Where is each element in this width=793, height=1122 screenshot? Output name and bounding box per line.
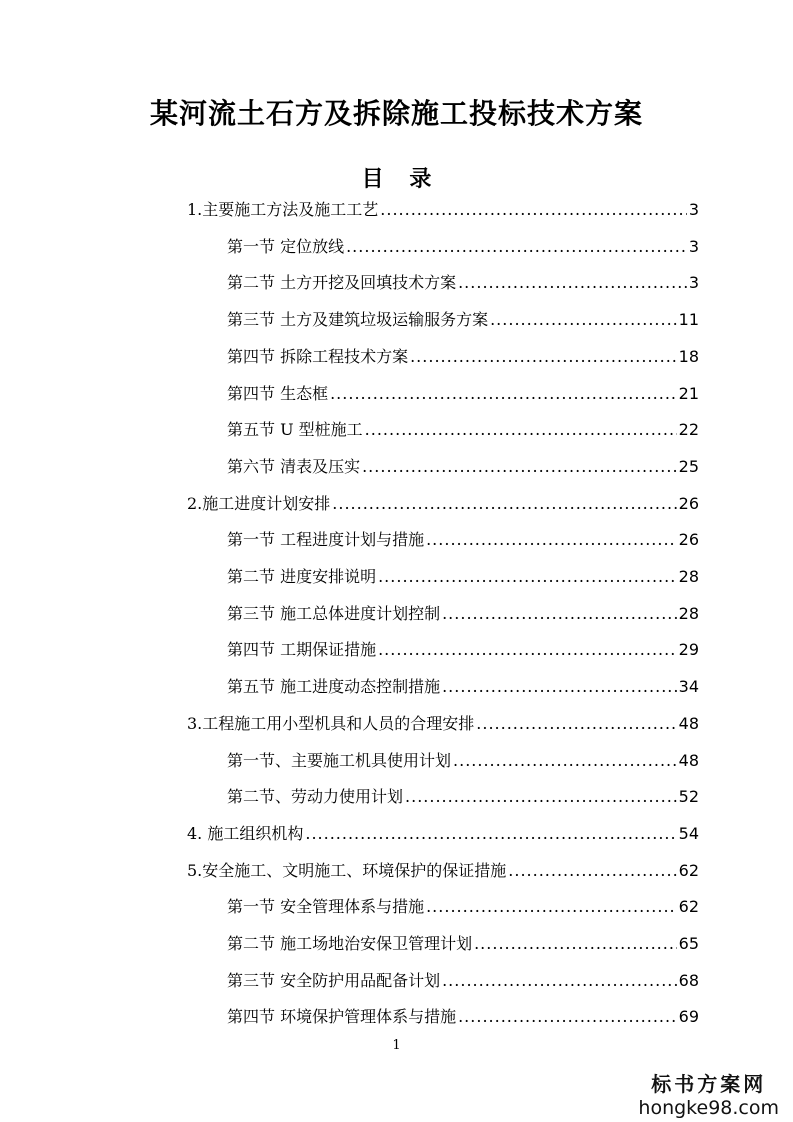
toc-entry[interactable] — [227, 372, 699, 404]
toc-entry-page: 26 — [678, 530, 699, 550]
toc-entry-title: 1.主要施工方法及施工工艺 — [187, 200, 379, 219]
toc-entry[interactable] — [227, 885, 699, 917]
toc-dot-leader — [346, 237, 687, 257]
toc-entry-page: 26 — [678, 493, 699, 513]
toc-entry[interactable] — [187, 849, 699, 881]
toc-entry[interactable] — [227, 445, 699, 477]
toc-heading: 目 录 — [361, 166, 432, 192]
toc-entry-page: 25 — [678, 456, 699, 476]
toc-entry-page: 69 — [678, 1007, 699, 1027]
toc-entry[interactable] — [187, 702, 699, 734]
toc-dot-leader — [476, 714, 676, 734]
toc-entry-page: 48 — [678, 713, 699, 733]
toc-entry-title: 第三节 施工总体进度计划控制 — [227, 603, 441, 623]
toc-entry-title: 第一节 定位放线 — [227, 236, 345, 256]
toc-dot-leader — [305, 824, 676, 844]
toc-entry-title: 第二节、劳动力使用计划 — [227, 787, 404, 807]
toc-entry-page: 48 — [678, 750, 699, 770]
toc-entry-title: 第二节 施工场地治安保卫管理计划 — [227, 934, 473, 953]
toc-entry-page: 68 — [678, 970, 699, 990]
toc-entry-title: 第四节 拆除工程技术方案 — [227, 346, 409, 366]
toc-entry-page: 54 — [678, 823, 699, 843]
toc-entry-title: 第一节 工程进度计划与措施 — [227, 530, 425, 550]
toc-entry-title: 第六节 清表及压实 — [227, 456, 361, 476]
toc-entry-title: 第三节 安全防护用品配备计划 — [227, 970, 441, 990]
toc-entry[interactable] — [227, 408, 699, 440]
toc-dot-leader — [474, 934, 677, 954]
toc-entry-title: 第二节 进度安排说明 — [227, 567, 377, 586]
toc-entry-page: 3 — [688, 200, 699, 219]
watermark-logo — [638, 1068, 779, 1119]
toc-dot-leader — [332, 494, 676, 514]
toc-entry-title: 4. 施工组织机构 — [187, 823, 304, 843]
toc-entry-page: 62 — [678, 860, 699, 880]
toc-entry-page: 11 — [678, 310, 699, 330]
toc-dot-leader — [442, 604, 677, 624]
toc-dot-leader — [442, 971, 677, 991]
toc-entry-title: 第一节 安全管理体系与措施 — [227, 897, 425, 917]
toc-entry[interactable] — [227, 995, 699, 1027]
toc-entry[interactable] — [227, 922, 699, 954]
toc-entry-title: 5.安全施工、文明施工、环境保护的保证措施 — [187, 860, 507, 880]
toc-entry-title: 3.工程施工用小型机具和人员的合理安排 — [187, 713, 475, 733]
toc-entry-title: 第五节 U 型桩施工 — [227, 420, 363, 440]
toc-entry-page: 34 — [678, 677, 699, 697]
toc-entry-page: 3 — [688, 273, 699, 293]
toc-entry[interactable] — [227, 628, 699, 660]
toc-entry-title: 第三节 土方及建筑垃圾运输服务方案 — [227, 310, 489, 330]
toc-dot-leader — [362, 457, 677, 477]
toc-entry-title: 第四节 工期保证措施 — [227, 640, 377, 660]
toc-entry[interactable] — [187, 812, 699, 844]
toc-entry-page: 3 — [688, 236, 699, 256]
toc-dot-leader — [405, 787, 677, 807]
toc-entry[interactable] — [227, 518, 699, 550]
toc-entry-page: 28 — [678, 567, 699, 586]
toc-dot-leader — [426, 530, 677, 550]
toc-entry-title: 2.施工进度计划安排 — [187, 493, 331, 513]
toc-dot-leader — [426, 897, 677, 917]
toc-dot-leader — [453, 751, 677, 771]
toc-entry[interactable] — [187, 482, 699, 514]
toc-entry[interactable] — [227, 335, 699, 367]
page-number: 1 — [392, 1038, 401, 1053]
toc-dot-leader — [380, 200, 687, 220]
toc-entry[interactable] — [227, 775, 699, 807]
toc-dot-leader — [330, 384, 677, 404]
toc-dot-leader — [378, 567, 677, 587]
toc-entry-page: 29 — [678, 640, 699, 660]
toc-dot-leader — [490, 310, 677, 330]
toc-entry-title: 第四节 环境保护管理体系与措施 — [227, 1007, 457, 1027]
toc-entry-title: 第二节 土方开挖及回填技术方案 — [227, 273, 457, 293]
toc-entry[interactable] — [227, 959, 699, 991]
watermark-name: 标书方案网 — [651, 1072, 767, 1096]
toc-dot-leader — [508, 861, 676, 881]
toc-entry[interactable] — [227, 261, 699, 293]
watermark-url: hongke98.com — [638, 1097, 779, 1119]
toc-entry-page: 62 — [678, 897, 699, 917]
toc-entry-title: 第四节 生态框 — [227, 383, 329, 403]
toc-entry[interactable] — [227, 665, 699, 697]
toc-dot-leader — [365, 420, 677, 440]
toc-dot-leader — [458, 1007, 677, 1027]
toc-entry-page: 28 — [678, 603, 699, 623]
toc-entry-page: 22 — [678, 420, 699, 440]
toc-dot-leader — [442, 677, 677, 697]
toc-entry-title: 第五节 施工进度动态控制措施 — [227, 677, 441, 697]
toc-dot-leader — [410, 347, 677, 367]
toc-entry[interactable] — [227, 592, 699, 624]
toc-entry-page: 52 — [678, 787, 699, 807]
document-title: 某河流土石方及拆除施工投标技术方案 — [149, 97, 643, 130]
toc-entry-page: 21 — [678, 383, 699, 403]
toc-entry[interactable] — [227, 555, 699, 587]
toc-dot-leader — [378, 640, 677, 660]
toc-entry[interactable] — [227, 225, 699, 257]
toc-entry-page: 65 — [678, 934, 699, 953]
toc-dot-leader — [458, 273, 687, 293]
toc-entry-page: 18 — [678, 346, 699, 366]
toc-entry[interactable] — [187, 188, 699, 220]
toc-entry[interactable] — [227, 298, 699, 330]
toc-entry[interactable] — [227, 739, 699, 771]
toc-entry-title: 第一节、主要施工机具使用计划 — [227, 750, 452, 770]
